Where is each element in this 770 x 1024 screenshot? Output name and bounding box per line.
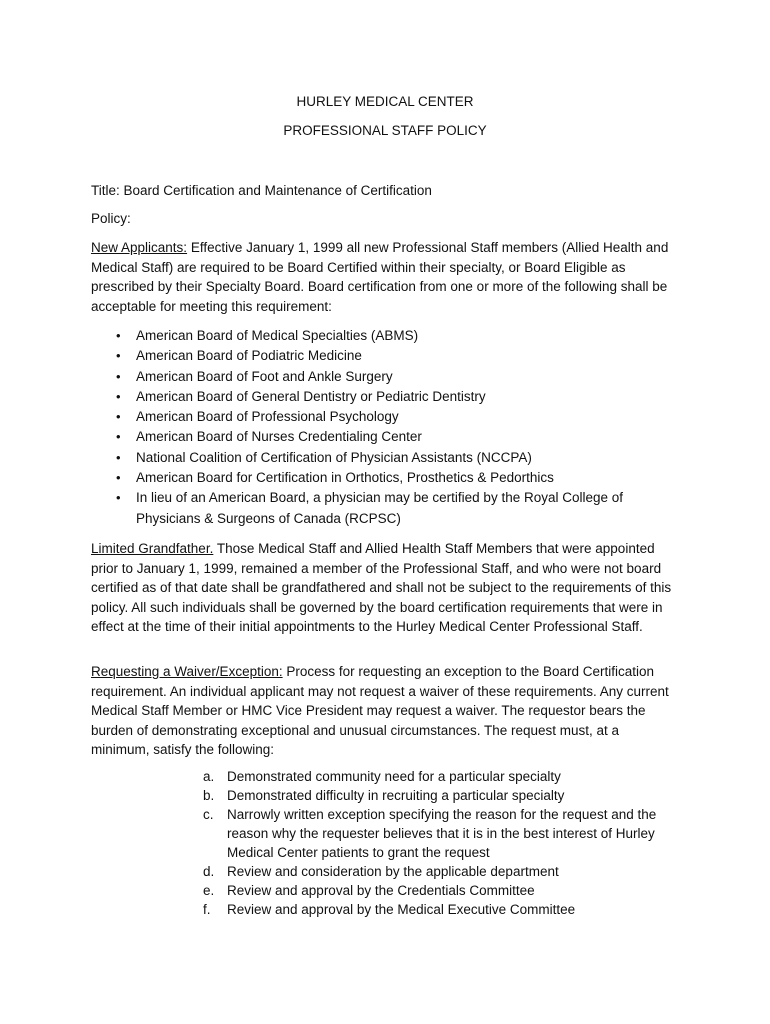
list-marker: f. xyxy=(203,902,211,917)
bullet-icon: • xyxy=(116,429,121,445)
bullet-icon: • xyxy=(116,328,121,343)
list-item-text: American Board for Certification in Orthotics, Prosthetics & Pedorthics xyxy=(136,470,554,486)
organization-heading: HURLEY MEDICAL CENTER xyxy=(296,94,474,109)
list-item xyxy=(203,805,673,862)
list-marker: a. xyxy=(203,769,215,784)
list-item xyxy=(203,881,673,900)
new-applicants-text: Effective January 1, 1999 all new Professional Staff members (Allied Health and Medical Staff) are required to be Board Certified within their specialty, or Board Eligible as prescribed by their Specialty Board. Board certification from one or more of the following shall be acceptable for meeting this requirement: xyxy=(91,240,669,314)
list-item-text: Narrowly written exception specifying the reason for the request and the reason why the requester believes that it is in the best interest of Hurley Medical Center patients to grant the request xyxy=(227,807,657,860)
bullet-icon: • xyxy=(116,348,121,364)
policy-type-heading: PROFESSIONAL STAFF POLICY xyxy=(283,123,487,138)
waiver-text: Process for requesting an exception to the Board Certification requirement. An individual applicant may not request a waiver of these requirements. Any current Medical Staff Member or HMC Vice President may request a waiver. The requestor bears the burden of demonstrating exceptional and unusual circumstances. The request must, at a minimum, satisfy the following: xyxy=(91,664,669,757)
list-item xyxy=(116,427,676,447)
list-marker: c. xyxy=(203,807,214,822)
waiver-heading: Requesting a Waiver/Exception: xyxy=(91,664,283,679)
list-item-text: Review and approval by the Medical Executive Committee xyxy=(227,902,576,917)
list-item-text: American Board of Podiatric Medicine xyxy=(136,348,362,364)
list-marker: b. xyxy=(203,788,215,803)
list-item xyxy=(116,367,676,387)
limited-grandfather-heading: Limited Grandfather. xyxy=(91,541,214,556)
list-item-text: Review and approval by the Credentials Committee xyxy=(227,883,535,898)
policy-title: Title: Board Certification and Maintenance of Certification xyxy=(91,183,432,198)
list-item xyxy=(116,448,676,468)
list-item-text: American Board of General Dentistry or Pediatric Dentistry xyxy=(136,388,486,404)
list-item xyxy=(116,326,676,346)
list-item xyxy=(116,407,676,427)
bullet-icon: • xyxy=(116,409,121,425)
list-item-text: American Board of Foot and Ankle Surgery xyxy=(136,368,393,384)
list-item xyxy=(203,862,673,881)
list-item-text: In lieu of an American Board, a physician may be certified by the Royal College of Physicians & Surgeons of Canada (RCPSC) xyxy=(136,490,624,526)
list-item-text: Demonstrated community need for a particular specialty xyxy=(227,769,561,784)
accepted-boards-list xyxy=(116,326,676,529)
list-item xyxy=(116,488,676,529)
bullet-icon: • xyxy=(116,449,121,465)
list-marker: d. xyxy=(203,864,215,879)
new-applicants-heading: New Applicants: xyxy=(91,240,188,255)
list-item xyxy=(203,900,673,919)
list-item-text: American Board of Nurses Credentialing Center xyxy=(136,429,422,445)
policy-label: Policy: xyxy=(91,211,131,226)
list-item-text: Review and consideration by the applicable department xyxy=(227,864,559,879)
bullet-icon: • xyxy=(116,490,121,506)
bullet-icon: • xyxy=(116,470,121,486)
limited-grandfather-text: Those Medical Staff and Allied Health Staff Members that were appointed prior to January 1, 1999, remained a member of the Professional Staff, and who were not board certified as of that date shall be grandfathered and shall not be subject to the requirements of this policy. All such individuals shall be governed by the board certification requirements that were in effect at the time of their initial appointments to the Hurley Medical Center Professional Staff. xyxy=(91,541,672,634)
list-marker: e. xyxy=(203,883,215,898)
list-item xyxy=(116,387,676,407)
waiver-requirements-list xyxy=(203,767,673,919)
waiver-paragraph xyxy=(91,662,681,760)
list-item xyxy=(203,786,673,805)
limited-grandfather-paragraph xyxy=(91,539,681,637)
list-item-text: Demonstrated difficulty in recruiting a particular specialty xyxy=(227,788,565,803)
list-item xyxy=(203,767,673,786)
list-item-text: American Board of Professional Psychology xyxy=(136,409,399,425)
list-item-text: National Coalition of Certification of Physician Assistants (NCCPA) xyxy=(136,449,532,465)
list-item-text: American Board of Medical Specialties (ABMS) xyxy=(136,328,419,343)
new-applicants-paragraph xyxy=(91,238,681,316)
bullet-icon: • xyxy=(116,368,121,384)
bullet-icon: • xyxy=(116,388,121,404)
list-item xyxy=(116,346,676,366)
list-item xyxy=(116,468,676,488)
